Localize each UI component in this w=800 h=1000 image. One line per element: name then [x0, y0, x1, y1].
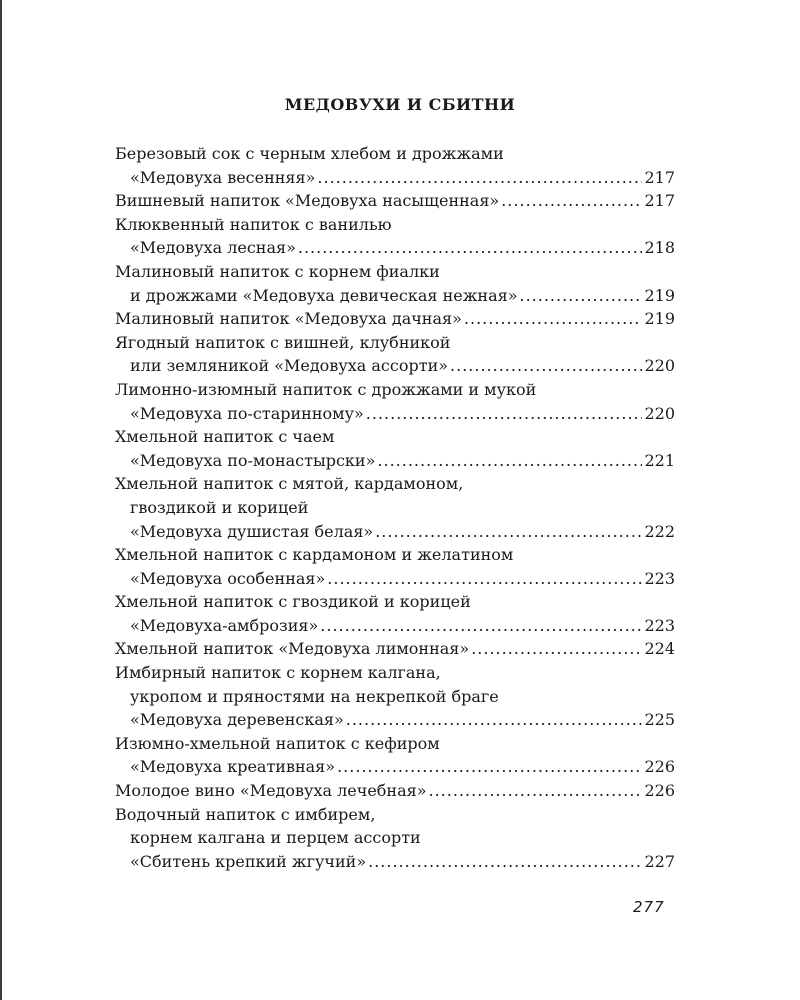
toc-entry-title: «Медовуха деревенская»: [130, 710, 344, 730]
toc-entry: [115, 803, 675, 874]
toc-entry: [115, 260, 675, 307]
toc-entry: [115, 213, 675, 260]
table-of-contents: [115, 142, 675, 873]
toc-entry-line: гвоздикой и корицей: [130, 497, 309, 517]
toc-entry-final-line: [115, 520, 675, 544]
toc-entry-line: Лимонно-изюмный напиток с дрожжами и мукой: [115, 379, 537, 399]
dot-leader: [501, 189, 642, 213]
toc-entry: [115, 189, 675, 213]
toc-entry-line: Изюмно-хмельной напиток с кефиром: [115, 733, 440, 753]
toc-entry-title: Вишневый напиток «Медовуха насыщенная»: [115, 191, 500, 211]
toc-page-number: 221: [644, 450, 675, 470]
toc-entry: [115, 331, 675, 378]
dot-leader: [337, 755, 642, 779]
toc-entry: [115, 142, 675, 189]
toc-entry: [115, 732, 675, 779]
toc-page-number: 223: [644, 615, 675, 635]
toc-entry-title: «Медовуха по-монастырски»: [130, 450, 376, 470]
toc-entry-final-line: [115, 284, 675, 308]
toc-entry-title: «Медовуха по-старинному»: [130, 403, 364, 423]
toc-page-number: 217: [644, 191, 675, 211]
toc-entry-final-line: [115, 850, 675, 874]
toc-entry-line: Имбирный напиток с корнем калгана,: [115, 663, 441, 683]
toc-entry-final-line: [115, 166, 675, 190]
dot-leader: [327, 567, 642, 591]
toc-entry: [115, 425, 675, 472]
toc-entry: [115, 661, 675, 732]
dot-leader: [346, 708, 643, 732]
toc-entry: [115, 472, 675, 543]
toc-entry-title: «Медовуха душистая белая»: [130, 521, 374, 541]
page-edge: [0, 0, 2, 1000]
toc-entry-title: Молодое вино «Медовуха лечебная»: [115, 781, 427, 801]
toc-entry: [115, 779, 675, 803]
toc-entry-final-line: [115, 637, 675, 661]
toc-entry-title: и дрожжами «Медовуха девическая нежная»: [130, 285, 518, 305]
toc-entry-line: Хмельной напиток с мятой, кардамоном,: [115, 474, 464, 494]
toc-page-number: 222: [644, 521, 675, 541]
dot-leader: [429, 779, 643, 803]
toc-entry-line: Хмельной напиток с гвоздикой и корицей: [115, 592, 471, 612]
toc-page-number: 220: [644, 356, 675, 376]
toc-page-number: 225: [644, 710, 675, 730]
toc-entry-line: укропом и пряностями на некрепкой браге: [130, 686, 499, 706]
toc-page-number: 223: [644, 568, 675, 588]
toc-entry-line: Березовый сок с черным хлебом и дрожжами: [115, 144, 504, 163]
toc-entry-final-line: [115, 236, 675, 260]
section-title: МЕДОВУХИ И СБИТНИ: [284, 95, 516, 114]
dot-leader: [368, 850, 642, 874]
toc-entry-title: Малиновый напиток «Медовуха дачная»: [115, 309, 462, 329]
toc-entry-line: Хмельной напиток с кардамоном и желатином: [115, 545, 514, 565]
toc-entry-title: Хмельной напиток «Медовуха лимонная»: [115, 639, 470, 659]
toc-entry-final-line: [115, 354, 675, 378]
dot-leader: [471, 637, 642, 661]
toc-entry-line: Хмельной напиток с чаем: [115, 427, 335, 447]
toc-entry: [115, 543, 675, 590]
dot-leader: [450, 354, 642, 378]
toc-entry-line: корнем калгана и перцем ассорти: [130, 828, 421, 848]
toc-page-number: 227: [644, 851, 675, 871]
dot-leader: [520, 284, 643, 308]
toc-page-number: 219: [644, 309, 675, 329]
toc-entry-title: «Медовуха особенная»: [130, 568, 326, 588]
toc-entry: [115, 307, 675, 331]
dot-leader: [320, 614, 642, 638]
dot-leader: [377, 449, 642, 473]
toc-entry-final-line: [115, 755, 675, 779]
toc-entry-title: «Медовуха-амброзия»: [130, 615, 319, 635]
toc-page-number: 226: [644, 757, 675, 777]
dot-leader: [317, 166, 642, 190]
toc-page-number: 224: [644, 639, 675, 659]
toc-page-number: 217: [644, 167, 675, 187]
toc-entry-title: «Медовуха лесная»: [130, 238, 296, 258]
page-number: 277: [633, 898, 665, 916]
toc-page-number: 218: [644, 238, 675, 258]
toc-entry-final-line: [115, 779, 675, 803]
toc-entry-final-line: [115, 614, 675, 638]
toc-entry-title: «Медовуха весенняя»: [130, 167, 316, 187]
dot-leader: [375, 520, 642, 544]
dot-leader: [298, 236, 643, 260]
toc-entry: [115, 590, 675, 637]
toc-entry-final-line: [115, 449, 675, 473]
toc-entry: [115, 378, 675, 425]
toc-entry-final-line: [115, 189, 675, 213]
dot-leader: [366, 402, 643, 426]
toc-entry-line: Клюквенный напиток с ванилью: [115, 214, 392, 234]
toc-entry-title: или земляникой «Медовуха ассорти»: [130, 356, 449, 376]
toc-entry-final-line: [115, 708, 675, 732]
dot-leader: [464, 307, 643, 331]
toc-entry-title: «Сбитень крепкий жгучий»: [130, 851, 367, 871]
toc-entry-final-line: [115, 567, 675, 591]
toc-entry-title: «Медовуха креативная»: [130, 757, 336, 777]
toc-page-number: 219: [644, 285, 675, 305]
toc-entry-final-line: [115, 307, 675, 331]
toc-page-number: 220: [644, 403, 675, 423]
toc-entry-line: Водочный напиток с имбирем,: [115, 804, 376, 824]
toc-entry-final-line: [115, 402, 675, 426]
toc-page-number: 226: [644, 781, 675, 801]
toc-entry: [115, 637, 675, 661]
toc-entry-line: Ягодный напиток с вишней, клубникой: [115, 332, 451, 352]
toc-entry-line: Малиновый напиток с корнем фиалки: [115, 261, 440, 281]
